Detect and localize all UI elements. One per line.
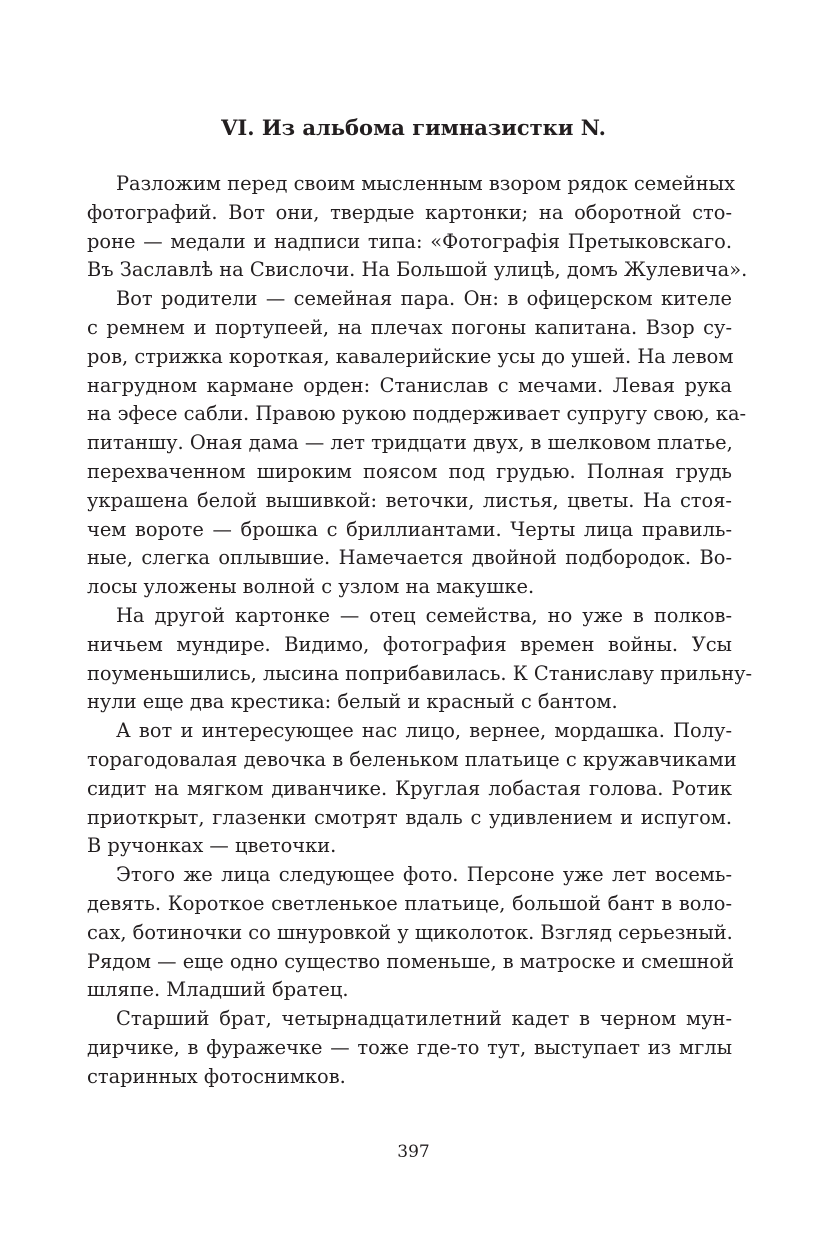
text-line: шляпе. Младший братец. — [87, 978, 349, 1002]
paragraph — [87, 602, 753, 717]
text-line: перехваченном широким поясом под грудью. Полная грудь — [87, 459, 732, 483]
page-number: 397 — [397, 1142, 430, 1162]
text-line: поуменьшились, лысина поприбавилась. К Станиславу прильну- — [87, 661, 753, 685]
text-line: нули еще два крестика: белый и красный с бантом. — [87, 690, 618, 714]
text-line: старинных фотоснимков. — [87, 1064, 346, 1088]
paragraph — [87, 717, 737, 861]
text-line: сидит на мягком диванчике. Круглая лобастая голова. Ротик — [87, 776, 732, 800]
text-line: нагрудном кармане орден: Станислав с мечами. Левая рука — [87, 373, 732, 397]
text-line: украшена белой вышивкой: веточки, листья, цветы. На стоя- — [87, 488, 732, 512]
text-line: роне — медали и надписи типа: «Фотографія Претыковскаго. — [87, 229, 732, 253]
text-line: А вот и интересующее нас лицо, вернее, мордашка. Полу- — [116, 719, 732, 743]
text-line: Въ Заславлѣ на Свислочи. На Большой улицѣ, домъ Жулевича». — [87, 258, 748, 282]
body-text — [87, 170, 753, 1092]
text-line: В ручонках — цветочки. — [87, 834, 337, 858]
text-line: дирчике, в фуражечке — тоже где-то тут, выступает из мглы — [87, 1035, 732, 1059]
text-line: ров, стрижка короткая, кавалерийские усы до ушей. На левом — [87, 344, 734, 368]
chapter-title: VI. Из альбома гимназистки N. — [221, 115, 606, 140]
text-line: на эфесе сабли. Правою рукою поддерживает супругу свою, ка- — [87, 402, 747, 426]
text-line: На другой картонке — отец семейства, но уже в полков- — [116, 603, 732, 627]
paragraph — [87, 285, 747, 602]
text-line: фотографий. Вот они, твердые картонки; на оборотной сто- — [87, 200, 732, 224]
text-line: ные, слегка оплывшие. Намечается двойной подбородок. Во- — [87, 546, 732, 570]
text-line: с ремнем и портупеей, на плечах погоны капитана. Взор су- — [87, 315, 732, 339]
text-line: Старший брат, четырнадцатилетний кадет в черном мун- — [116, 1007, 732, 1031]
text-line: Разложим перед своим мысленным взором рядок семейных — [116, 172, 736, 195]
paragraph — [87, 861, 735, 1005]
text-line: Этого же лица следующее фото. Персоне уже лет восемь- — [116, 863, 732, 887]
text-line: чем вороте — брошка с бриллиантами. Черты лица правиль- — [87, 517, 732, 541]
text-line: девять. Короткое светленькое платьице, большой бант в воло- — [87, 891, 732, 915]
text-line: Рядом — еще одно существо поменьше, в матроске и смешной — [87, 949, 735, 973]
text-line: торагодовалая девочка в беленьком платьице с кружавчиками — [87, 747, 737, 771]
text-line: приоткрыт, глазенки смотрят вдаль с удивлением и испугом. — [87, 805, 732, 829]
text-line: Вот родители — семейная пара. Он: в офицерском кителе — [116, 287, 732, 311]
text-line: лосы уложены волной с узлом на макушке. — [87, 575, 535, 599]
text-line: сах, ботиночки со шнуровкой у щиколоток. Взгляд серьезный. — [87, 920, 733, 944]
text-line: питаншу. Оная дама — лет тридцати двух, в шелковом платье, — [87, 431, 733, 455]
text-line: ничьем мундире. Видимо, фотография времен войны. Усы — [87, 632, 732, 656]
paragraph — [87, 170, 748, 285]
paragraph — [87, 1005, 732, 1091]
